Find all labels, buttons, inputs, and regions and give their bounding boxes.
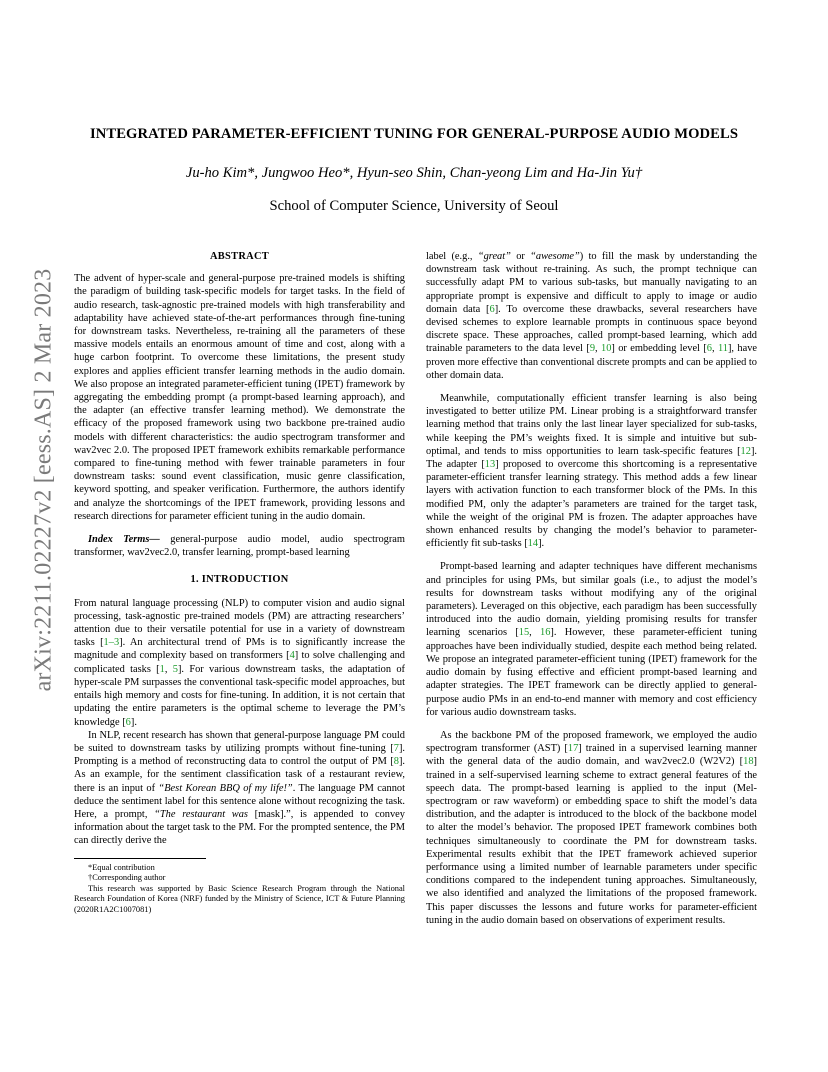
citation-link[interactable]: 14 — [527, 538, 539, 550]
example-input-quote: “Best Korean BBQ of my life!” — [158, 782, 293, 794]
citation-link[interactable]: 15 — [518, 627, 530, 639]
left-column — [74, 250, 405, 916]
right-paragraph-4 — [426, 729, 757, 927]
paper-title: INTEGRATED PARAMETER-EFFICIENT TUNING FOR GENERAL-PURPOSE AUDIO MODELS — [89, 126, 739, 142]
text-run: , — [529, 627, 541, 639]
text-run: ]. — [538, 538, 545, 550]
label-quote: “awesome” — [530, 251, 580, 262]
label-quote: “great” — [477, 251, 511, 262]
affiliation: School of Computer Science, University of Seoul — [269, 198, 559, 214]
citation-link[interactable]: 8 — [393, 756, 399, 768]
index-terms-label: Index Terms— — [88, 534, 160, 546]
text-run: ]. An architectural trend of PMs is to significantly increase the magnitude and complexity based on transformers [ — [74, 637, 405, 662]
text-run: ] trained in a self-supervised learning scheme to extract general features of the speech data. The prompt-based learning is applied to the input (Mel-spectrogram or raw waveform) or embedding space to shift the model’s data distribution, and the adapter is introduced to the block of the backbone model to alter the model’s behavior. The proposed IPET framework combines both techniques simultaneously to coordinate the PM for downstream tasks. Experimental results exhibit that the IPET framework achieved superior performance using a limited number of learnable parameters under specific conditions compared to the independent tuning approaches. Simultaneously, we also identified and analyzed the limitations of the proposed framework. This paper discusses the lessons and future works for parameter-efficient tuning in the audio domain based on observations of experiment results. — [426, 756, 757, 926]
footnotes — [74, 863, 405, 916]
right-column — [426, 250, 757, 927]
text-run: In NLP, recent research has shown that general-purpose language PM could be suited to downstream tasks by utilizing prompts without fine-tuning [ — [74, 729, 405, 754]
footnote-funding: This research was supported by Basic Science Research Program through the National Research Foundation of Korea (NRF) funded by the Ministry of Science, ICT & Future Planning (2020R1A2C1007081) — [74, 883, 405, 914]
intro-paragraph-1 — [74, 597, 405, 729]
footnote-divider — [74, 858, 206, 859]
citation-link[interactable]: 7 — [393, 742, 399, 754]
citation-link[interactable]: 12 — [740, 445, 751, 457]
text-run: ]. To overcome these drawbacks, several researchers have devised schemes to explore learnable prompts in continuous space beyond discrete space. These approaches, called prompt-based learning, which add trainable parameters to the data level [ — [426, 303, 757, 355]
citation-link[interactable]: 13 — [484, 459, 496, 471]
text-run: ]. The adapter [ — [426, 445, 757, 471]
footnote-equal-contribution: *Equal contribution — [88, 862, 155, 872]
citation-link[interactable]: 6 — [125, 716, 131, 728]
citation-link[interactable]: 1 — [159, 663, 165, 675]
text-run: label (e.g., — [426, 251, 478, 262]
text-run: ], have proven more effective than conventional discrete prompts and can be applied to other domain data. — [426, 343, 758, 381]
citation-link[interactable]: 1–3 — [103, 637, 120, 649]
arxiv-margin-stamp — [24, 268, 64, 692]
index-terms — [74, 533, 405, 559]
text-run: ) to fill the mask by understanding the downstream task without re-training. As such, the prompt technique can successfully adapt PM to various sub-tasks, but manually navigating to an appropriate prompt is expensive and difficult to apply to image or audio domain data [ — [426, 251, 757, 315]
index-terms-text: general-purpose audio model, audio spectrogram transformer, wav2vec2.0, transfer learning, prompt-based learning — [74, 534, 405, 559]
citation-link[interactable]: 6 — [489, 303, 495, 315]
text-run: ] or embedding level [ — [611, 343, 707, 355]
arxiv-identifier: arXiv:2211.02227v2 [eess.AS] 2 Mar 2023 — [30, 268, 57, 692]
text-run: ]. For various downstream tasks, the adaptation of hyper-scale PM surpasses the conventional task-specific model approaches, but entails high memory and costs for fine-tuning. In addition, it is not certain that updating the entire parameters is the optimal scheme to leverage the PM’s knowledge [ — [74, 663, 405, 728]
citation-link[interactable]: 10 — [601, 343, 612, 355]
citation-link[interactable]: 9 — [589, 343, 596, 355]
text-run: ]. Prompting is a method of reconstructing data to control the output of PM [ — [74, 742, 405, 768]
citation-link[interactable]: 11 — [717, 343, 728, 355]
text-run: Meanwhile, computationally efficient transfer learning is also being investigated to better utilize PM. Linear probing is a straightforward transfer learning method that trains only the last linear layer specialized for sub-tasks, while keeping the PM’s weights fixed. It is simple and intuitive but sub-optimal, and tends to miss opportunities to learn task-specific features [ — [426, 393, 757, 457]
text-run: ] to solve challenging and complicated tasks [ — [74, 650, 406, 675]
text-run: From natural language processing (NLP) to computer vision and audio signal processing, task-agnostic pre-trained models (PM) are attracting researchers’ attention due to their versatile potential for use in a variety of downstream tasks [ — [74, 597, 405, 649]
citation-link[interactable]: 17 — [567, 743, 579, 755]
text-run: . The language PM cannot deduce the sentiment label for this sentence alone without recognizing the task. Here, a prompt, — [74, 782, 405, 820]
citation-link[interactable]: 18 — [743, 756, 754, 768]
intro-paragraph-2 — [74, 729, 405, 848]
abstract-text: The advent of hyper-scale and general-purpose pre-trained models is shifting the paradigm of building task-specific models for target tasks. In the field of audio research, task-agnostic pre-trained models with high transferability and adaptability have achieved state-of-the-art performances through fine-tuning for downstream tasks. Nevertheless, re-training all the parameters of these massive models entails an enormous amount of time and cost, along with a huge carbon footprint. To overcome these limitations, the present study explores and applies efficient transfer learning methods in the audio domain. We also propose an integrated parameter-efficient tuning (IPET) framework by aggregating the embedding prompt (a prompt-based learning approach), and the adapter (an effective transfer learning method). We demonstrate the efficacy of the proposed framework using two backbone pre-trained audio models with different characteristics: the audio spectrogram transformer and wav2vec 2.0. The proposed IPET framework exhibits remarkable performance compared to fine-tuning method with fewer trainable parameters in four downstream tasks: sound event classification, music genre classification, keyword spotting, and speaker verification. Furthermore, the authors identify and analyze the shortcomings of the IPET framework, providing lessons and research directions for parameter efficient tuning in the audio domain. — [74, 273, 405, 522]
text-run: ]. — [130, 716, 137, 728]
citation-link[interactable]: 6 — [706, 343, 712, 355]
citation-link[interactable]: 16 — [540, 627, 551, 639]
text-run: , — [595, 343, 601, 355]
text-run: [mask].”, is appended to convey information about the target task to the PM. For the prompted sentence, the PM can directly derive the — [74, 808, 405, 847]
abstract-heading: ABSTRACT — [210, 251, 269, 262]
text-run: Prompt-based learning and adapter techniques have different mechanisms and principles for using PMs, but similar goals (i.e., to adjust the model’s results for downstream tasks without modifying any of the original parameters). Leveraged on this objective, each paradigm has been successfully introduced into the audio domain, yielding promising results for transfer learning scenarios [ — [426, 561, 757, 639]
text-run: or — [510, 251, 531, 262]
right-paragraph-2 — [426, 392, 757, 550]
citation-link[interactable]: 5 — [172, 663, 178, 675]
text-run: ] proposed to overcome this shortcoming is a representative parameter-efficient transfer learning strategy. This method adds a few linear layers with activation function to each transformer block of the PMs. In this modified PM, only the adapter’s parameters are trained for the target task, while the weight of the original PM is frozen. The adapter approaches have shown enhanced results by changing the model’s behavior to parameter-efficiently fit sub-tasks [ — [426, 459, 757, 550]
text-run: , — [164, 663, 173, 675]
text-run: , — [711, 343, 718, 355]
text-run: ]. However, these parameter-efficient tuning approaches have been individually studied, despite each method being related. We propose an integrated parameter-efficient tuning (IPET) framework for the audio domain by fusing effective and efficient prompt-based learning and adapter strategies. The IPET framework can be directly applied to general-purpose audio PMs in an end-to-end manner with memory and cost efficiency for various audio downstream tasks. — [426, 627, 757, 718]
example-prompt-quote: “The restaurant was — [154, 808, 248, 820]
introduction-heading: 1. INTRODUCTION — [190, 574, 289, 586]
author-list: Ju-ho Kim*, Jungwoo Heo*, Hyun-seo Shin, Chan-yeong Lim and Ha-Jin Yu† — [185, 165, 643, 181]
text-run: ]. As an example, for the sentiment classification task of a restaurant review, there is an input of — [74, 756, 405, 794]
right-paragraph-1 — [426, 250, 757, 382]
text-run: ] trained in a supervised learning manner with the general data of the audio domain, and wav2vec2.0 (W2V2) [ — [426, 743, 757, 768]
text-run: As the backbone PM of the proposed framework, we employed the audio spectrogram transformer (AST) [ — [426, 729, 757, 755]
right-paragraph-3 — [426, 560, 757, 718]
footnote-corresponding-author: †Corresponding author — [88, 873, 166, 883]
citation-link[interactable]: 4 — [289, 650, 295, 662]
